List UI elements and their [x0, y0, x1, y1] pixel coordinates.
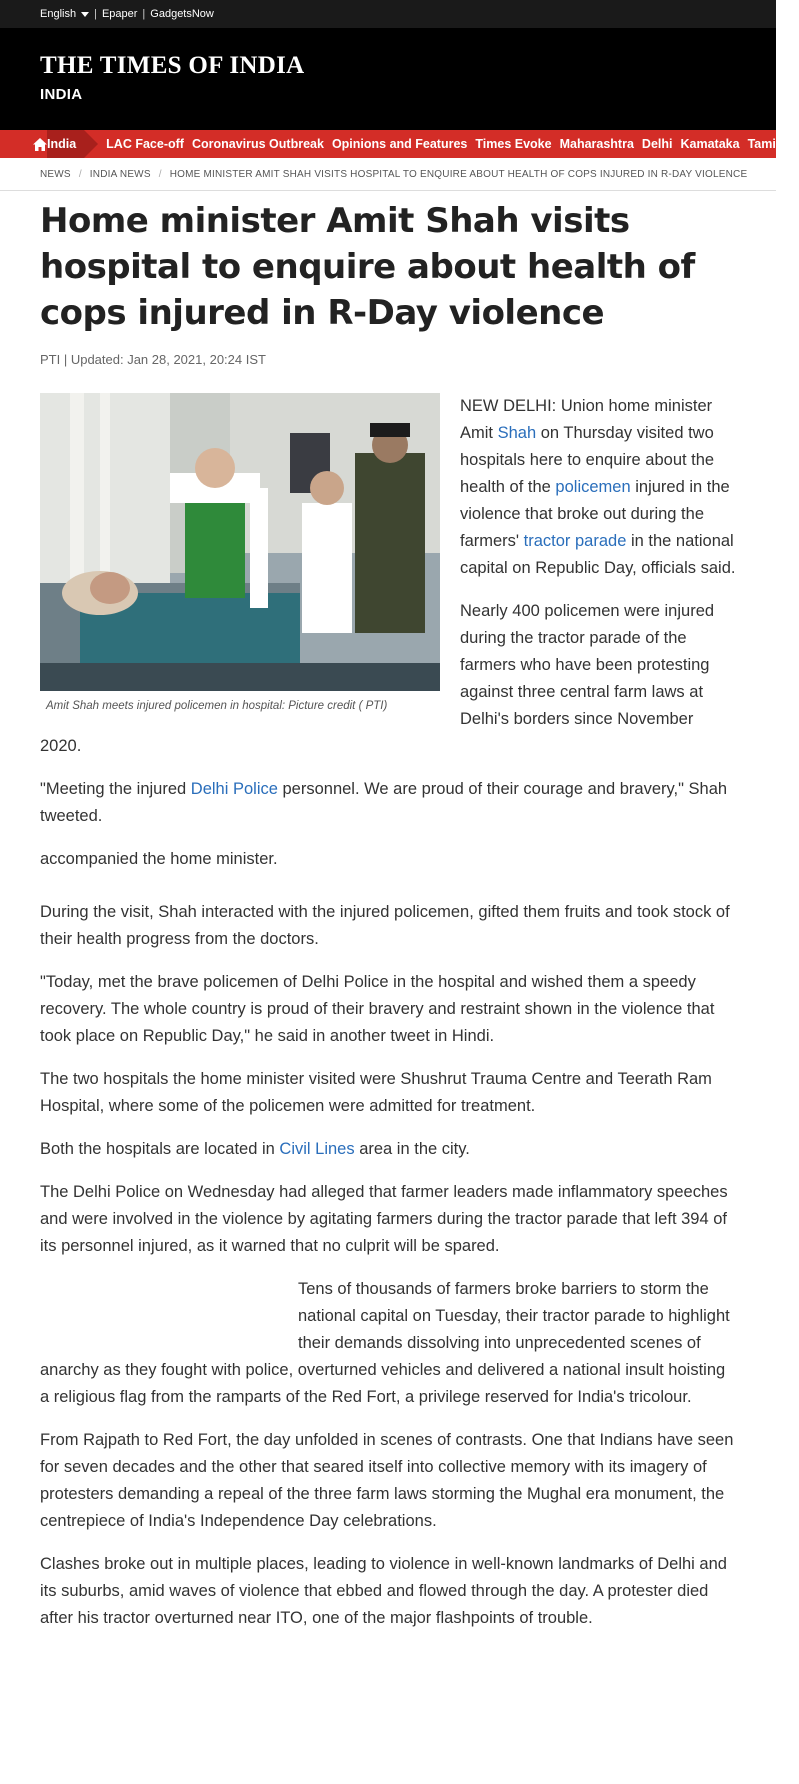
link-civil-lines[interactable]: Civil Lines: [279, 1140, 355, 1158]
paragraph-11: From Rajpath to Red Fort, the day unfolded in scenes of contrasts. One that Indians have seen for seven decades and the other that seared itself into collective memory with its imagery of protesters demanding a repeal of the three farm laws storming the Mughal era monument, the centrepiece of India's Independence Day celebrations.: [40, 1431, 734, 1530]
article-title: Home minister Amit Shah visits hospital to enquire about health of cops injured in R-Day violence: [40, 201, 695, 333]
p1-text-a: NEW DELHI: Union home minister Amit: [460, 397, 713, 442]
article-figure: [40, 393, 440, 713]
nav-item-delhi[interactable]: Delhi: [641, 137, 673, 151]
p3-text-b: personnel. We are proud of their courage and bravery," Shah tweeted.: [40, 780, 728, 825]
masthead: [0, 28, 776, 130]
paragraph-12: Clashes broke out in multiple places, leading to violence in well-known landmarks of Delhi and its suburbs, amid waves of violence that ebbed and flowed through the day. A protester died after his tractor overturned near ITO, one of the major flashpoints of trouble.: [40, 1555, 727, 1627]
edition-label[interactable]: INDIA: [40, 86, 83, 103]
paragraph-5: During the visit, Shah interacted with the injured policemen, gifted them fruits and took stock of their health progress from the doctors.: [40, 903, 730, 948]
paragraph-9: The Delhi Police on Wednesday had alleged that farmer leaders made inflammatory speeches and were involved in the violence by agitating farmers during the tractor parade that left 394 of its personnel injured, as it warned that no culprit will be spared.: [40, 1183, 728, 1255]
paragraph-3: [40, 776, 736, 830]
ad-slot-spacer: [40, 1276, 298, 1348]
home-icon[interactable]: [33, 130, 47, 158]
photo-caption: Amit Shah meets injured policemen in hospital: Picture credit ( PTI): [46, 700, 388, 712]
paragraph-4: accompanied the home minister.: [40, 850, 278, 868]
link-policemen[interactable]: policemen: [555, 478, 631, 496]
nav-item-coronavirus-outbreak[interactable]: Coronavirus Outbreak: [191, 137, 324, 151]
paragraph-10: [40, 1276, 736, 1411]
p1-text-d: in the national capital on Republic Day, officials said.: [460, 532, 736, 577]
link-tractor-parade[interactable]: tractor parade: [523, 532, 627, 550]
nav-item-lac-face-off[interactable]: LAC Face-off: [106, 137, 184, 151]
p1-text-b: on Thursday visited two hospitals here to enquire about the health of the: [460, 424, 715, 496]
breadcrumb-news[interactable]: NEWS: [40, 168, 71, 180]
paragraph-2: Nearly 400 policemen were injured during the tractor parade of the farmers who have been protesting against three central farm laws at Delhi's borders since November 2020.: [40, 602, 715, 755]
nav-item-maharashtra[interactable]: Maharashtra: [559, 137, 634, 151]
caret-down-icon: [81, 12, 89, 17]
top-utility-bar: [0, 0, 776, 28]
nav-item-opinions-features[interactable]: Opinions and Features: [331, 137, 468, 151]
nav-item-times-evoke[interactable]: Times Evoke: [475, 137, 552, 151]
breadcrumb-india-news[interactable]: INDIA NEWS: [89, 168, 151, 180]
nav-item-tamil-nadu[interactable]: Tamil Na: [747, 137, 799, 151]
paragraph-8: [40, 1136, 736, 1163]
topbar-separator: |: [142, 8, 146, 20]
gadgetsnow-link[interactable]: GadgetsNow: [150, 8, 214, 20]
p8-text-a: Both the hospitals are located in: [40, 1140, 280, 1158]
epaper-link[interactable]: Epaper: [101, 8, 138, 20]
breadcrumb-separator: /: [158, 168, 162, 180]
nav-section-india[interactable]: India: [47, 130, 84, 158]
p10-text: Tens of thousands of farmers broke barriers to storm the national capital on Tuesday, their tractor parade to highlight their demands dissolving into unprecedented scenes of anarchy as they fought with police, overturned vehicles and delivered a national insult hoisting a religious flag from the ramparts of the Red Fort, a privilege reserved for India's tricolour.: [40, 1280, 730, 1406]
site-logo[interactable]: THE TIMES OF INDIA: [40, 52, 305, 79]
p3-text-a: "Meeting the injured: [40, 780, 191, 798]
article-photo[interactable]: [40, 393, 440, 691]
topbar-separator: |: [94, 8, 97, 20]
p1-text-c: injured in the violence that broke out during the farmers': [460, 478, 730, 550]
nav-item-karnataka[interactable]: Kamataka: [680, 137, 740, 151]
paragraph-6: "Today, met the brave policemen of Delhi Police in the hospital and wished them a speedy recovery. The whole country is proud of their bravery and restraint shown in the violence that took place on Republic Day," he said in another tweet in Hindi.: [40, 973, 715, 1045]
link-delhi-police[interactable]: Delhi Police: [190, 780, 278, 798]
main-nav: [0, 130, 799, 158]
breadcrumb: [0, 158, 776, 191]
article: [0, 198, 776, 1632]
language-selector[interactable]: [40, 8, 89, 20]
language-label: English: [40, 8, 77, 20]
article-body: [40, 393, 736, 1632]
p8-text-b: area in the city.: [354, 1140, 470, 1158]
paragraph-7: The two hospitals the home minister visited were Shushrut Trauma Centre and Teerath Ram Hospital, where some of the policemen were admitted for treatment.: [40, 1070, 712, 1115]
article-byline: PTI | Updated: Jan 28, 2021, 20:24 IST: [40, 352, 266, 367]
breadcrumb-separator: /: [78, 168, 82, 180]
link-shah[interactable]: Shah: [497, 424, 537, 442]
breadcrumb-current: HOME MINISTER AMIT SHAH VISITS HOSPITAL TO ENQUIRE ABOUT HEALTH OF COPS INJURED IN R-DAY VIOLENCE: [169, 168, 748, 180]
